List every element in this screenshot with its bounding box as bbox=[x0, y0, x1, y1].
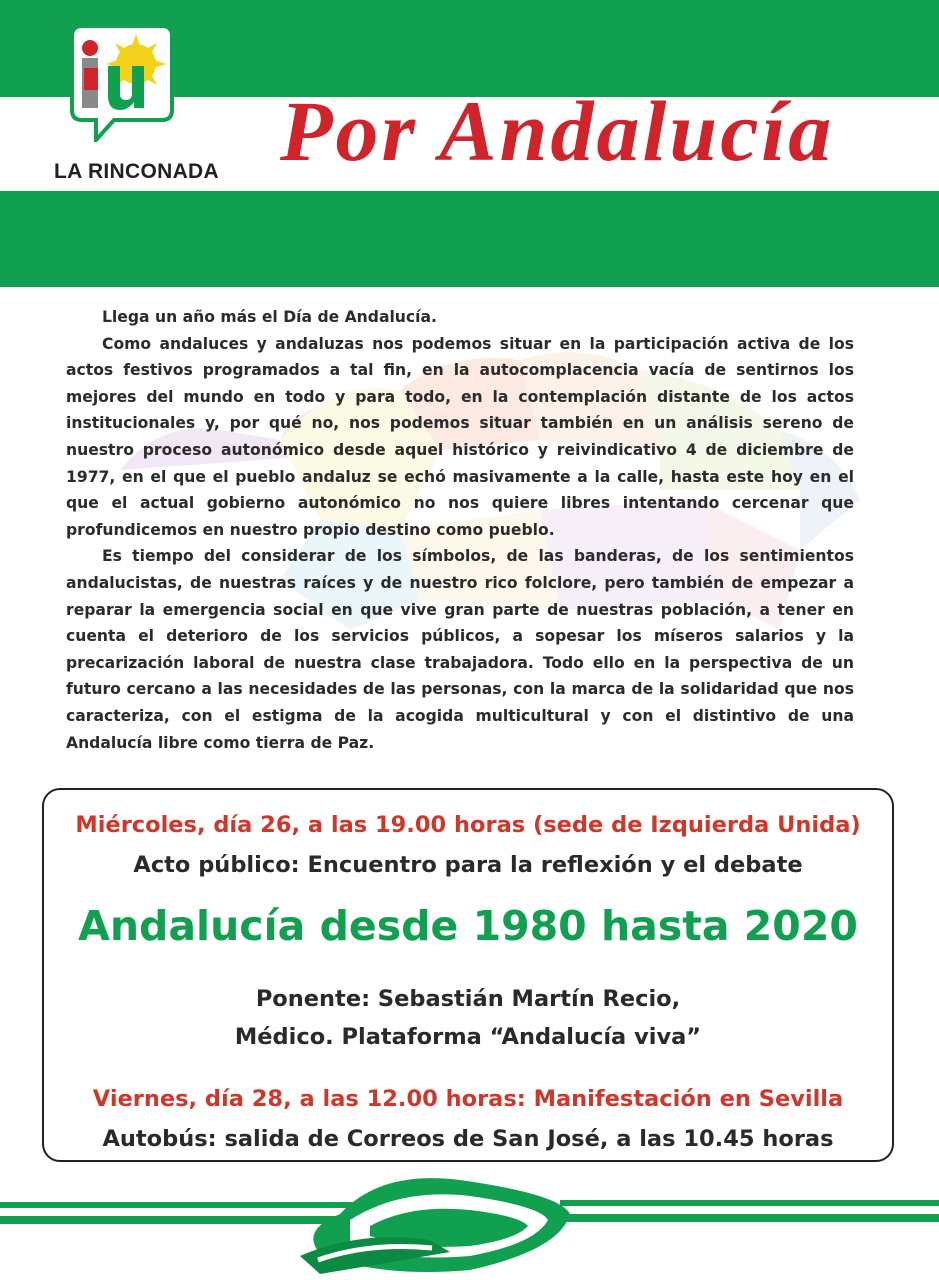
event1-title: Andalucía desde 1980 hasta 2020 bbox=[78, 902, 858, 950]
body-text bbox=[66, 304, 854, 756]
andalusia-ribbon-icon bbox=[0, 1170, 939, 1280]
event1-description: Acto público: Encuentro para la reflexión y el debate bbox=[133, 852, 803, 878]
iu-logo-icon bbox=[62, 22, 182, 142]
event2-description: Autobús: salida de Correos de San José, a las 10.45 horas bbox=[102, 1126, 834, 1152]
speaker-line-2: Médico. Plataforma “Andalucía viva” bbox=[234, 1024, 702, 1050]
event1-date: Miércoles, día 26, a las 19.00 horas (sede de Izquierda Unida) bbox=[75, 812, 861, 838]
paragraph-symbols: Es tiempo del considerar de los símbolos, de las banderas, de los sentimientos andalucistas, de nuestras raíces y de nuestro rico folclore, pero también de empezar a reparar la emergencia social en que vive gran parte de nuestras población, a tener en cuenta el deterioro de los servicios públicos, a sopesar los míseros salarios y la precarización laboral de nuestra clase trabajadora. Todo ello en la perspectiva de un futuro cercano a las necesidades de las personas, con la marca de la solidaridad que nos caracteriza, con el estigma de la acogida multicultural y con el distintivo de una Andalucía libre como tierra de Paz. bbox=[66, 547, 854, 752]
page-headline: Por Andalucía bbox=[280, 83, 835, 179]
speaker-line-1: Ponente: Sebastián Martín Recio, bbox=[255, 986, 681, 1012]
event-box bbox=[42, 788, 894, 1162]
paragraph-intro: Llega un año más el Día de Andalucía. bbox=[102, 308, 437, 326]
paragraph-autonomy: Como andaluces y andaluzas nos podemos situar en la participación activa de los actos festivos programados a tal fin, en la autocomplacencia vacía de sentirnos los mejores del mundo en todo y para todo, en la contemplación distante de los actos institucionales y, por qué no, nos podemos situar también en un análisis sereno de nuestro proceso autonómico desde aquel histórico y reivindicativo 4 de diciembre de 1977, en el que el pueblo andaluz se echó masivamente a la calle, hasta este hoy en el que el actual gobierno autonómico no nos quiere libres intentando cercenar que profundicemos en nuestro propio destino como pueblo. bbox=[66, 334, 854, 539]
event2-date: Viernes, día 28, a las 12.00 horas: Manifestación en Sevilla bbox=[92, 1086, 844, 1112]
logo-label: LA RINCONADA bbox=[54, 160, 219, 183]
flag-band-bottom bbox=[0, 191, 939, 287]
